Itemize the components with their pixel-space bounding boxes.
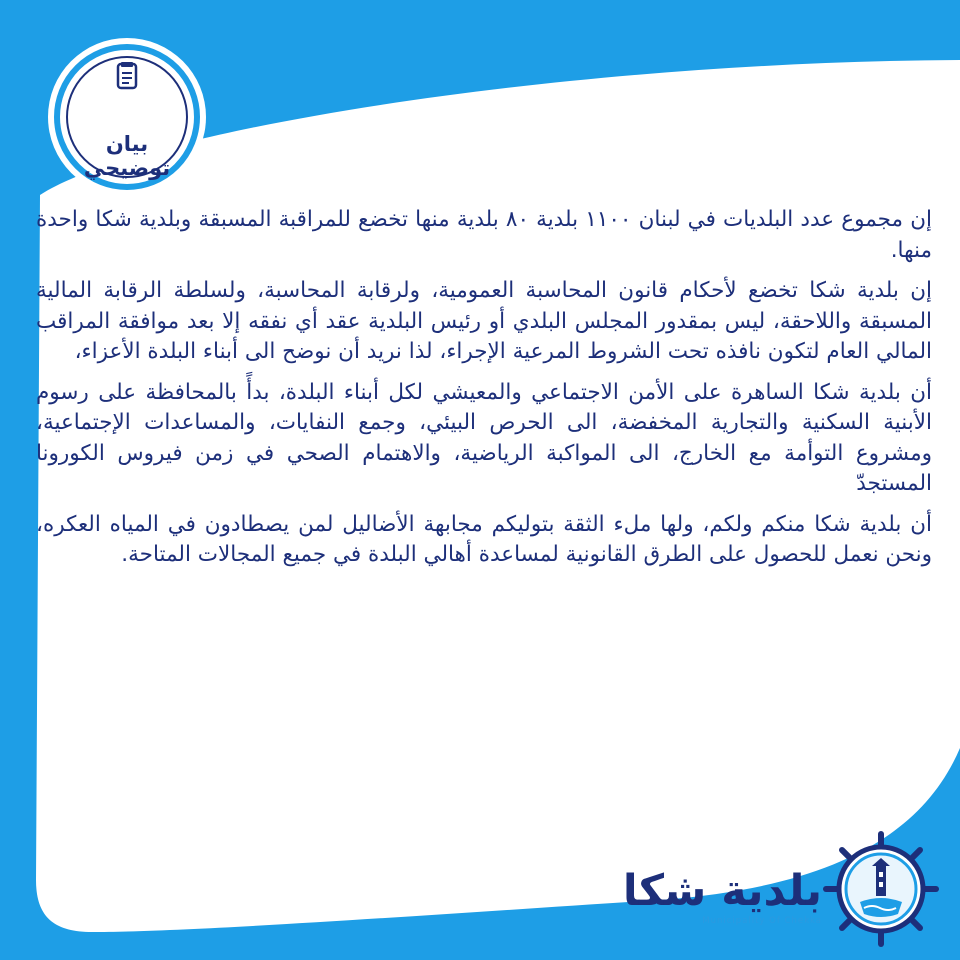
badge-title-line-1: بيان [105,132,149,156]
logo-municipality-subtitle: Municipality Of Chekka [702,916,822,926]
municipality-logo [622,830,940,950]
statement-paragraph-2: إن بلدية شكا تخضع لأحكام قانون المحاسبة العمومية، ولرقابة المحاسبة، ولسلطة الرقابة المالية المسبقة واللاحقة، ليس بمقدور المجلس البلدي أو رئيس البلدية عقد أي نفقه إلا بعد موافقة المراقب المالي العام لتكون نافذه تحت الشروط المرعية الإجراء، لذا نريد أن نوضح الى أبناء البلدة الأعزاء، [36,278,932,364]
statement-paragraph-1: إن مجموع عدد البلديات في لبنان ١١٠٠ بلدية ٨٠ بلدية منها تخضع للمراقبة المسبقة وبلدية شكا واحدة منها. [36,207,932,263]
ship-wheel-emblem-icon [822,830,940,948]
logo-municipality-name: بلدية شكا [622,866,822,916]
badge-title-line-2: توضيحي [83,156,171,180]
statement-paragraph-3: أن بلدية شكا الساهرة على الأمن الاجتماعي والمعيشي لكل أبناء البلدة، بدأً بالمحافظة على رسوم الأبنية السكنية والتجارية المخفضة، الى الحرص البيئي، وجمع النفايات، والمساعدات الإجتماعية، ومشروع التوأمة مع الخارج، الى المواكبة الرياضية، والاهتمام الصحي في زمن فيروس الكورونا المستجدّ [36,379,932,496]
statement-paragraph-4: أن بلدية شكا منكم ولكم، ولها ملء الثقة بتوليكم مجابهة الأضاليل لمن يصطادون في المياه العكره، ونحن نعمل للحصول على الطرق القانونية لمساعدة أهالي البلدة في جميع المجالات المتاحة. [36,511,932,567]
statement-body [36,205,932,581]
statement-badge [46,36,208,198]
